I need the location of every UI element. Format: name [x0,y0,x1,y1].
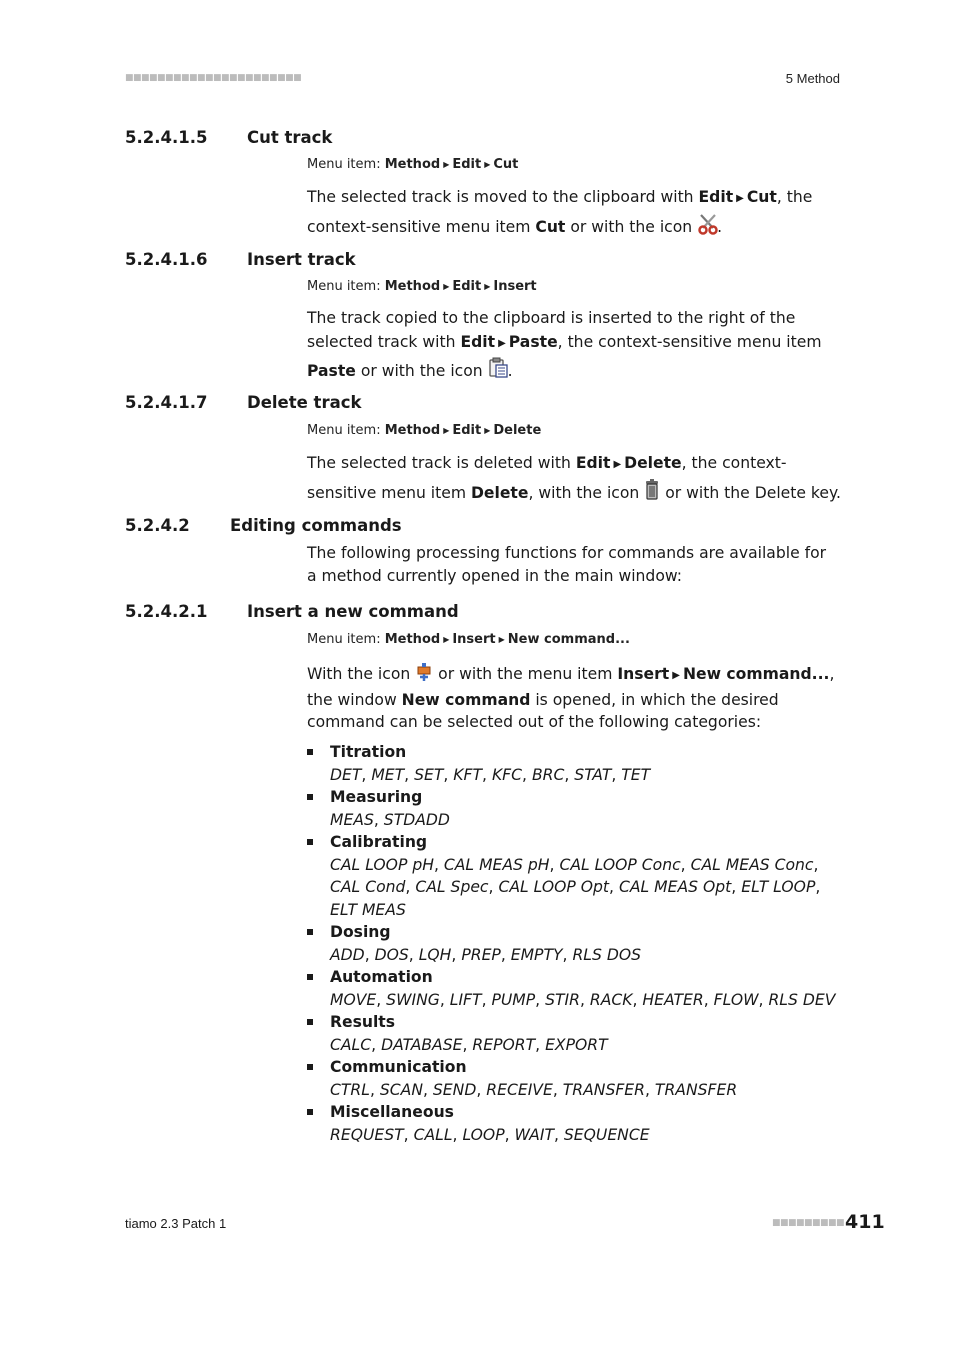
command-name: SEND [432,1080,477,1099]
command-name: ADD [330,945,365,964]
category-commands: MOVE, SWING, LIFT, PUMP, STIR, RACK, HEATER, FLOW, RLS DEV [330,990,836,1009]
command-name: ELT LOOP [741,878,816,896]
category-commands: MEAS, STDADD [330,810,450,829]
command-name: TET [621,765,651,784]
list-item [307,741,837,786]
command-name: CALC [330,1035,372,1054]
command-name: TRANSFER [562,1080,645,1099]
section-title: Insert track [247,250,356,269]
command-name: MOVE [330,990,377,1009]
category-name: Communication [330,1058,467,1076]
command-name: CAL Cond [330,878,406,896]
paragraph: The following processing functions for commands are available for a method currently opened in the main window: [307,544,827,585]
section-number: 5.2.4.2.1 [125,602,208,621]
command-name: REPORT [472,1035,536,1054]
command-name: ELT MEAS [330,900,406,919]
command-name: DOS [374,945,409,964]
list-item [307,786,837,831]
command-name: CAL MEAS pH [443,855,550,874]
command-name: STIR [545,990,580,1009]
command-name: CAL LOOP Opt [498,878,610,896]
header-decoration: ■■■■■■■■■■■■■■■■■■■■■■ [125,73,302,83]
category-name: Automation [330,968,433,986]
command-name: CTRL [330,1080,370,1099]
command-name: STDADD [383,810,450,829]
category-name: Results [330,1013,396,1031]
paragraph: With the icon or with the menu item Insert ▶ New command..., the window New command is opened, in which the desired command can be selected out of the following categories: [307,662,847,734]
category-commands: CALC, DATABASE, REPORT, EXPORT [330,1035,608,1054]
bullet-icon [307,974,313,980]
command-name: RLS DEV [768,990,836,1009]
category-name: Miscellaneous [330,1103,454,1121]
command-name: RACK [589,990,633,1009]
bullet-icon [307,749,313,755]
list-item [307,966,837,1011]
command-name: PUMP [491,990,536,1009]
new-command-icon [415,662,433,682]
command-name: CAL LOOP pH [330,855,434,874]
command-name: SCAN [379,1080,423,1099]
command-name: KFC [491,765,523,784]
menu-path: Menu item: Method ▶ Insert ▶ New command... [307,632,630,647]
command-name: TRANSFER [654,1080,738,1099]
section-title: Delete track [247,393,362,412]
paragraph: The selected track is moved to the clipboard with Edit ▶ Cut, the context-sensitive menu item Cut or with the icon . [307,188,813,236]
command-name: CAL LOOP Conc [559,855,681,874]
command-name: FLOW [713,990,759,1009]
command-name: CAL Spec [415,878,489,896]
footer-decoration: ■■■■■■■■■ [772,1218,845,1228]
command-name: CAL MEAS Opt [618,878,732,896]
chapter-title: 5 Method [785,71,840,86]
command-name: STAT [574,765,612,784]
bullet-icon [307,929,313,935]
command-name: LQH [418,945,452,964]
command-name: REQUEST [330,1125,404,1144]
section-number: 5.2.4.1.6 [125,250,208,269]
paragraph: The track copied to the clipboard is inserted to the right of the selected track with Edit ▶ Paste, the context-sensitive menu item Paste or with the icon . [307,309,822,380]
menu-path: Menu item: Method ▶ Edit ▶ Cut [307,157,519,172]
command-name: HEATER [642,990,704,1009]
category-name: Titration [330,743,407,761]
menu-path: Menu item: Method ▶ Edit ▶ Insert [307,279,537,294]
category-name: Dosing [330,923,391,941]
product-name: tiamo 2.3 Patch 1 [125,1216,227,1231]
list-item [307,921,837,966]
command-name: WAIT [514,1125,554,1144]
bullet-icon [307,1064,313,1070]
bullet-icon [307,794,313,800]
command-name: CAL MEAS Conc [690,855,814,874]
command-name: SEQUENCE [563,1125,650,1144]
command-name: LIFT [449,990,482,1009]
list-item [307,1011,837,1056]
command-name: MEAS [330,810,374,829]
command-name: KFT [453,765,483,784]
category-commands: CTRL, SCAN, SEND, RECEIVE, TRANSFER, TRANSFER [330,1080,738,1099]
command-name: BRC [531,765,565,784]
command-name: CALL [413,1125,453,1144]
page-number: 411 [845,1211,885,1233]
list-item [307,1101,837,1146]
category-list [307,741,837,1146]
category-commands: CAL LOOP pH, CAL MEAS pH, CAL LOOP Conc, CAL MEAS Conc, CAL Cond, CAL Spec, CAL LOOP Opt, CAL MEAS Opt, ELT LOOP, ELT MEAS [330,855,821,919]
command-name: RLS DOS [572,945,641,964]
menu-path: Menu item: Method ▶ Edit ▶ Delete [307,423,542,438]
command-name: LOOP [462,1125,505,1144]
list-item [307,1056,837,1101]
category-commands: DET, MET, SET, KFT, KFC, BRC, STAT, TET [330,765,651,784]
bullet-icon [307,1109,313,1115]
category-commands: ADD, DOS, LQH, PREP, EMPTY, RLS DOS [330,945,641,964]
section-title: Editing commands [230,516,402,535]
category-name: Measuring [330,788,423,806]
bullet-icon [307,1019,313,1025]
list-item [307,831,837,921]
command-name: RECEIVE [486,1080,553,1099]
command-name: EMPTY [510,945,563,964]
section-number: 5.2.4.1.7 [125,393,208,412]
section-number: 5.2.4.2 [125,516,190,535]
clipboard-paste-icon [488,357,508,377]
section-number: 5.2.4.1.5 [125,128,208,147]
command-name: SWING [386,990,440,1009]
bullet-icon [307,839,313,845]
category-name: Calibrating [330,833,428,851]
command-name: DET [330,765,362,784]
trash-can-icon [644,479,660,499]
paragraph: The selected track is deleted with Edit ▶ Delete, the context-sensitive menu item Delete, with the icon or with the Delete key. [307,454,841,502]
category-commands: REQUEST, CALL, LOOP, WAIT, SEQUENCE [330,1125,650,1144]
section-title: Cut track [247,128,333,147]
scissors-icon [697,213,717,233]
command-name: EXPORT [545,1035,608,1054]
command-name: MET [371,765,405,784]
command-name: DATABASE [381,1035,463,1054]
command-name: SET [414,765,444,784]
section-title: Insert a new command [247,602,459,621]
command-name: PREP [461,945,501,964]
